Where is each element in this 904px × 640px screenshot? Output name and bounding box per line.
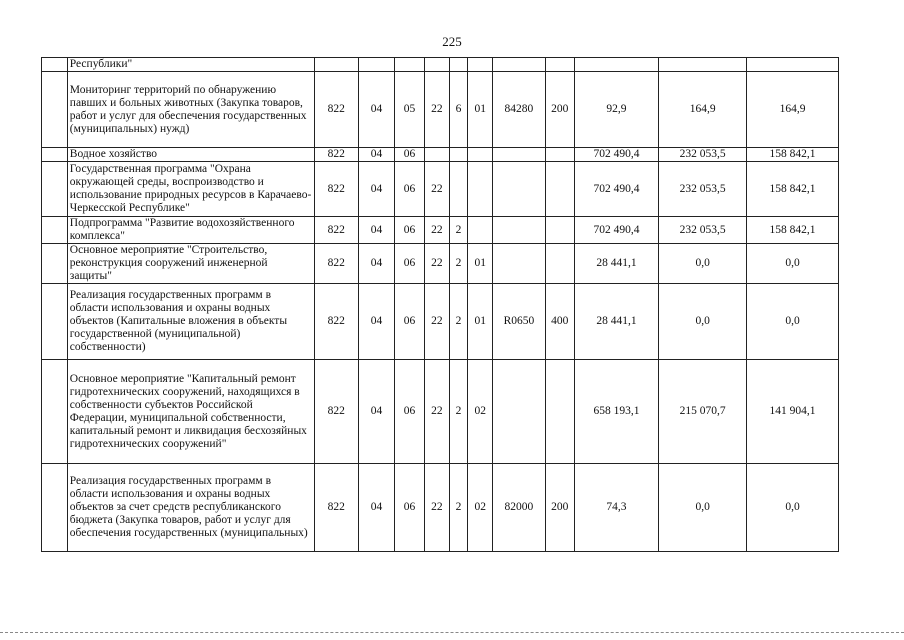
program-cell xyxy=(424,148,449,162)
pr-cell: 06 xyxy=(395,162,425,217)
event-cell: 01 xyxy=(468,72,493,148)
pr-cell: 06 xyxy=(395,148,425,162)
amount-2019-cell: 702 490,4 xyxy=(574,217,659,244)
event-cell xyxy=(468,162,493,217)
row-marker-cell xyxy=(42,360,68,464)
pr-cell: 06 xyxy=(395,244,425,284)
program-cell: 22 xyxy=(424,72,449,148)
amount-2020-cell: 232 053,5 xyxy=(659,217,747,244)
kvsr-cell: 822 xyxy=(314,464,358,552)
row-name: Республики" xyxy=(67,58,314,72)
table-row xyxy=(42,464,839,552)
row-marker-cell xyxy=(42,217,68,244)
target-code-cell: 84280 xyxy=(493,72,546,148)
target-code-cell xyxy=(493,244,546,284)
program-cell: 22 xyxy=(424,244,449,284)
row-name: Основное мероприятие "Строительство, реконструкция сооружений инженерной защиты" xyxy=(67,244,314,284)
amount-2019-cell: 702 490,4 xyxy=(574,162,659,217)
expense-type-cell: 200 xyxy=(545,72,574,148)
amount-2021-cell: 158 842,1 xyxy=(747,162,839,217)
target-code-cell xyxy=(493,360,546,464)
expense-type-cell xyxy=(545,162,574,217)
table-row xyxy=(42,72,839,148)
event-cell xyxy=(468,217,493,244)
amount-2021-cell: 0,0 xyxy=(747,244,839,284)
amount-2020-cell: 164,9 xyxy=(659,72,747,148)
amount-2020-cell: 232 053,5 xyxy=(659,148,747,162)
table-row xyxy=(42,244,839,284)
rz-cell: 04 xyxy=(358,72,394,148)
amount-2020-cell: 0,0 xyxy=(659,284,747,360)
row-name: Основное мероприятие "Капитальный ремонт гидротехнических сооружений, находящихся в собственности субъектов Российской Федерации, муниципальной собственности, капитальный ремонт и ликвидация бесхозяйных гидротехнических сооружений" xyxy=(67,360,314,464)
amount-2020-cell: 232 053,5 xyxy=(659,162,747,217)
table-row xyxy=(42,284,839,360)
kvsr-cell: 822 xyxy=(314,217,358,244)
table-row xyxy=(42,217,839,244)
event-cell xyxy=(468,58,493,72)
subprogram-cell: 2 xyxy=(449,244,468,284)
pr-cell: 05 xyxy=(395,72,425,148)
table-row xyxy=(42,360,839,464)
row-name: Реализация государственных программ в области использования и охраны водных объектов за счет средств республиканского бюджета (Закупка товаров, работ и услуг для обеспечения государственных (муниципальных) xyxy=(67,464,314,552)
budget-table xyxy=(41,57,839,552)
program-cell: 22 xyxy=(424,284,449,360)
amount-2021-cell: 0,0 xyxy=(747,464,839,552)
expense-type-cell xyxy=(545,244,574,284)
row-marker-cell xyxy=(42,284,68,360)
page-number: 225 xyxy=(442,34,462,49)
amount-2021-cell: 158 842,1 xyxy=(747,148,839,162)
subprogram-cell xyxy=(449,148,468,162)
rz-cell: 04 xyxy=(358,284,394,360)
subprogram-cell: 2 xyxy=(449,284,468,360)
program-cell: 22 xyxy=(424,360,449,464)
target-code-cell xyxy=(493,162,546,217)
row-marker-cell xyxy=(42,464,68,552)
program-cell: 22 xyxy=(424,464,449,552)
rz-cell: 04 xyxy=(358,464,394,552)
kvsr-cell: 822 xyxy=(314,148,358,162)
event-cell: 01 xyxy=(468,284,493,360)
program-cell: 22 xyxy=(424,217,449,244)
rz-cell: 04 xyxy=(358,360,394,464)
row-name: Реализация государственных программ в области использования и охраны водных объектов (Капитальные вложения в объекты государственной (муниципальной) собственности) xyxy=(67,284,314,360)
amount-2021-cell xyxy=(747,58,839,72)
pr-cell: 06 xyxy=(395,217,425,244)
amount-2021-cell: 0,0 xyxy=(747,284,839,360)
kvsr-cell: 822 xyxy=(314,72,358,148)
amount-2021-cell: 141 904,1 xyxy=(747,360,839,464)
row-name: Водное хозяйство xyxy=(67,148,314,162)
expense-type-cell: 200 xyxy=(545,464,574,552)
subprogram-cell xyxy=(449,58,468,72)
table-row xyxy=(42,148,839,162)
kvsr-cell: 822 xyxy=(314,244,358,284)
row-name: Мониторинг территорий по обнаружению павших и больных животных (Закупка товаров, работ и услуг для обеспечения государственных (муниципальных) нужд) xyxy=(67,72,314,148)
rz-cell xyxy=(358,58,394,72)
kvsr-cell: 822 xyxy=(314,360,358,464)
event-cell: 02 xyxy=(468,360,493,464)
expense-type-cell: 400 xyxy=(545,284,574,360)
amount-2019-cell: 658 193,1 xyxy=(574,360,659,464)
row-marker-cell xyxy=(42,244,68,284)
pr-cell: 06 xyxy=(395,284,425,360)
pr-cell: 06 xyxy=(395,360,425,464)
subprogram-cell: 2 xyxy=(449,360,468,464)
target-code-cell xyxy=(493,217,546,244)
rz-cell: 04 xyxy=(358,148,394,162)
rz-cell: 04 xyxy=(358,217,394,244)
pr-cell xyxy=(395,58,425,72)
target-code-cell: 82000 xyxy=(493,464,546,552)
amount-2019-cell: 74,3 xyxy=(574,464,659,552)
amount-2020-cell: 0,0 xyxy=(659,244,747,284)
amount-2019-cell: 92,9 xyxy=(574,72,659,148)
page-bottom-rule xyxy=(0,632,904,633)
target-code-cell xyxy=(493,148,546,162)
target-code-cell: R0650 xyxy=(493,284,546,360)
amount-2021-cell: 158 842,1 xyxy=(747,217,839,244)
row-marker-cell xyxy=(42,72,68,148)
expense-type-cell xyxy=(545,148,574,162)
amount-2019-cell xyxy=(574,58,659,72)
program-cell: 22 xyxy=(424,162,449,217)
kvsr-cell: 822 xyxy=(314,284,358,360)
table-row xyxy=(42,58,839,72)
expense-type-cell xyxy=(545,360,574,464)
row-name: Государственная программа "Охрана окружающей среды, воспроизводство и использование природных ресурсов в Карачаево-Черкесской Республике" xyxy=(67,162,314,217)
rz-cell: 04 xyxy=(358,244,394,284)
event-cell: 02 xyxy=(468,464,493,552)
row-marker-cell xyxy=(42,162,68,217)
row-name: Подпрограмма "Развитие водохозяйственного комплекса" xyxy=(67,217,314,244)
subprogram-cell: 6 xyxy=(449,72,468,148)
expense-type-cell xyxy=(545,58,574,72)
row-marker-cell xyxy=(42,58,68,72)
kvsr-cell: 822 xyxy=(314,162,358,217)
kvsr-cell xyxy=(314,58,358,72)
amount-2019-cell: 28 441,1 xyxy=(574,284,659,360)
event-cell xyxy=(468,148,493,162)
rz-cell: 04 xyxy=(358,162,394,217)
pr-cell: 06 xyxy=(395,464,425,552)
subprogram-cell xyxy=(449,162,468,217)
event-cell: 01 xyxy=(468,244,493,284)
amount-2019-cell: 28 441,1 xyxy=(574,244,659,284)
amount-2020-cell: 215 070,7 xyxy=(659,360,747,464)
amount-2021-cell: 164,9 xyxy=(747,72,839,148)
expense-type-cell xyxy=(545,217,574,244)
target-code-cell xyxy=(493,58,546,72)
table-row xyxy=(42,162,839,217)
amount-2020-cell: 0,0 xyxy=(659,464,747,552)
row-marker-cell xyxy=(42,148,68,162)
subprogram-cell: 2 xyxy=(449,464,468,552)
amount-2019-cell: 702 490,4 xyxy=(574,148,659,162)
program-cell xyxy=(424,58,449,72)
amount-2020-cell xyxy=(659,58,747,72)
subprogram-cell: 2 xyxy=(449,217,468,244)
